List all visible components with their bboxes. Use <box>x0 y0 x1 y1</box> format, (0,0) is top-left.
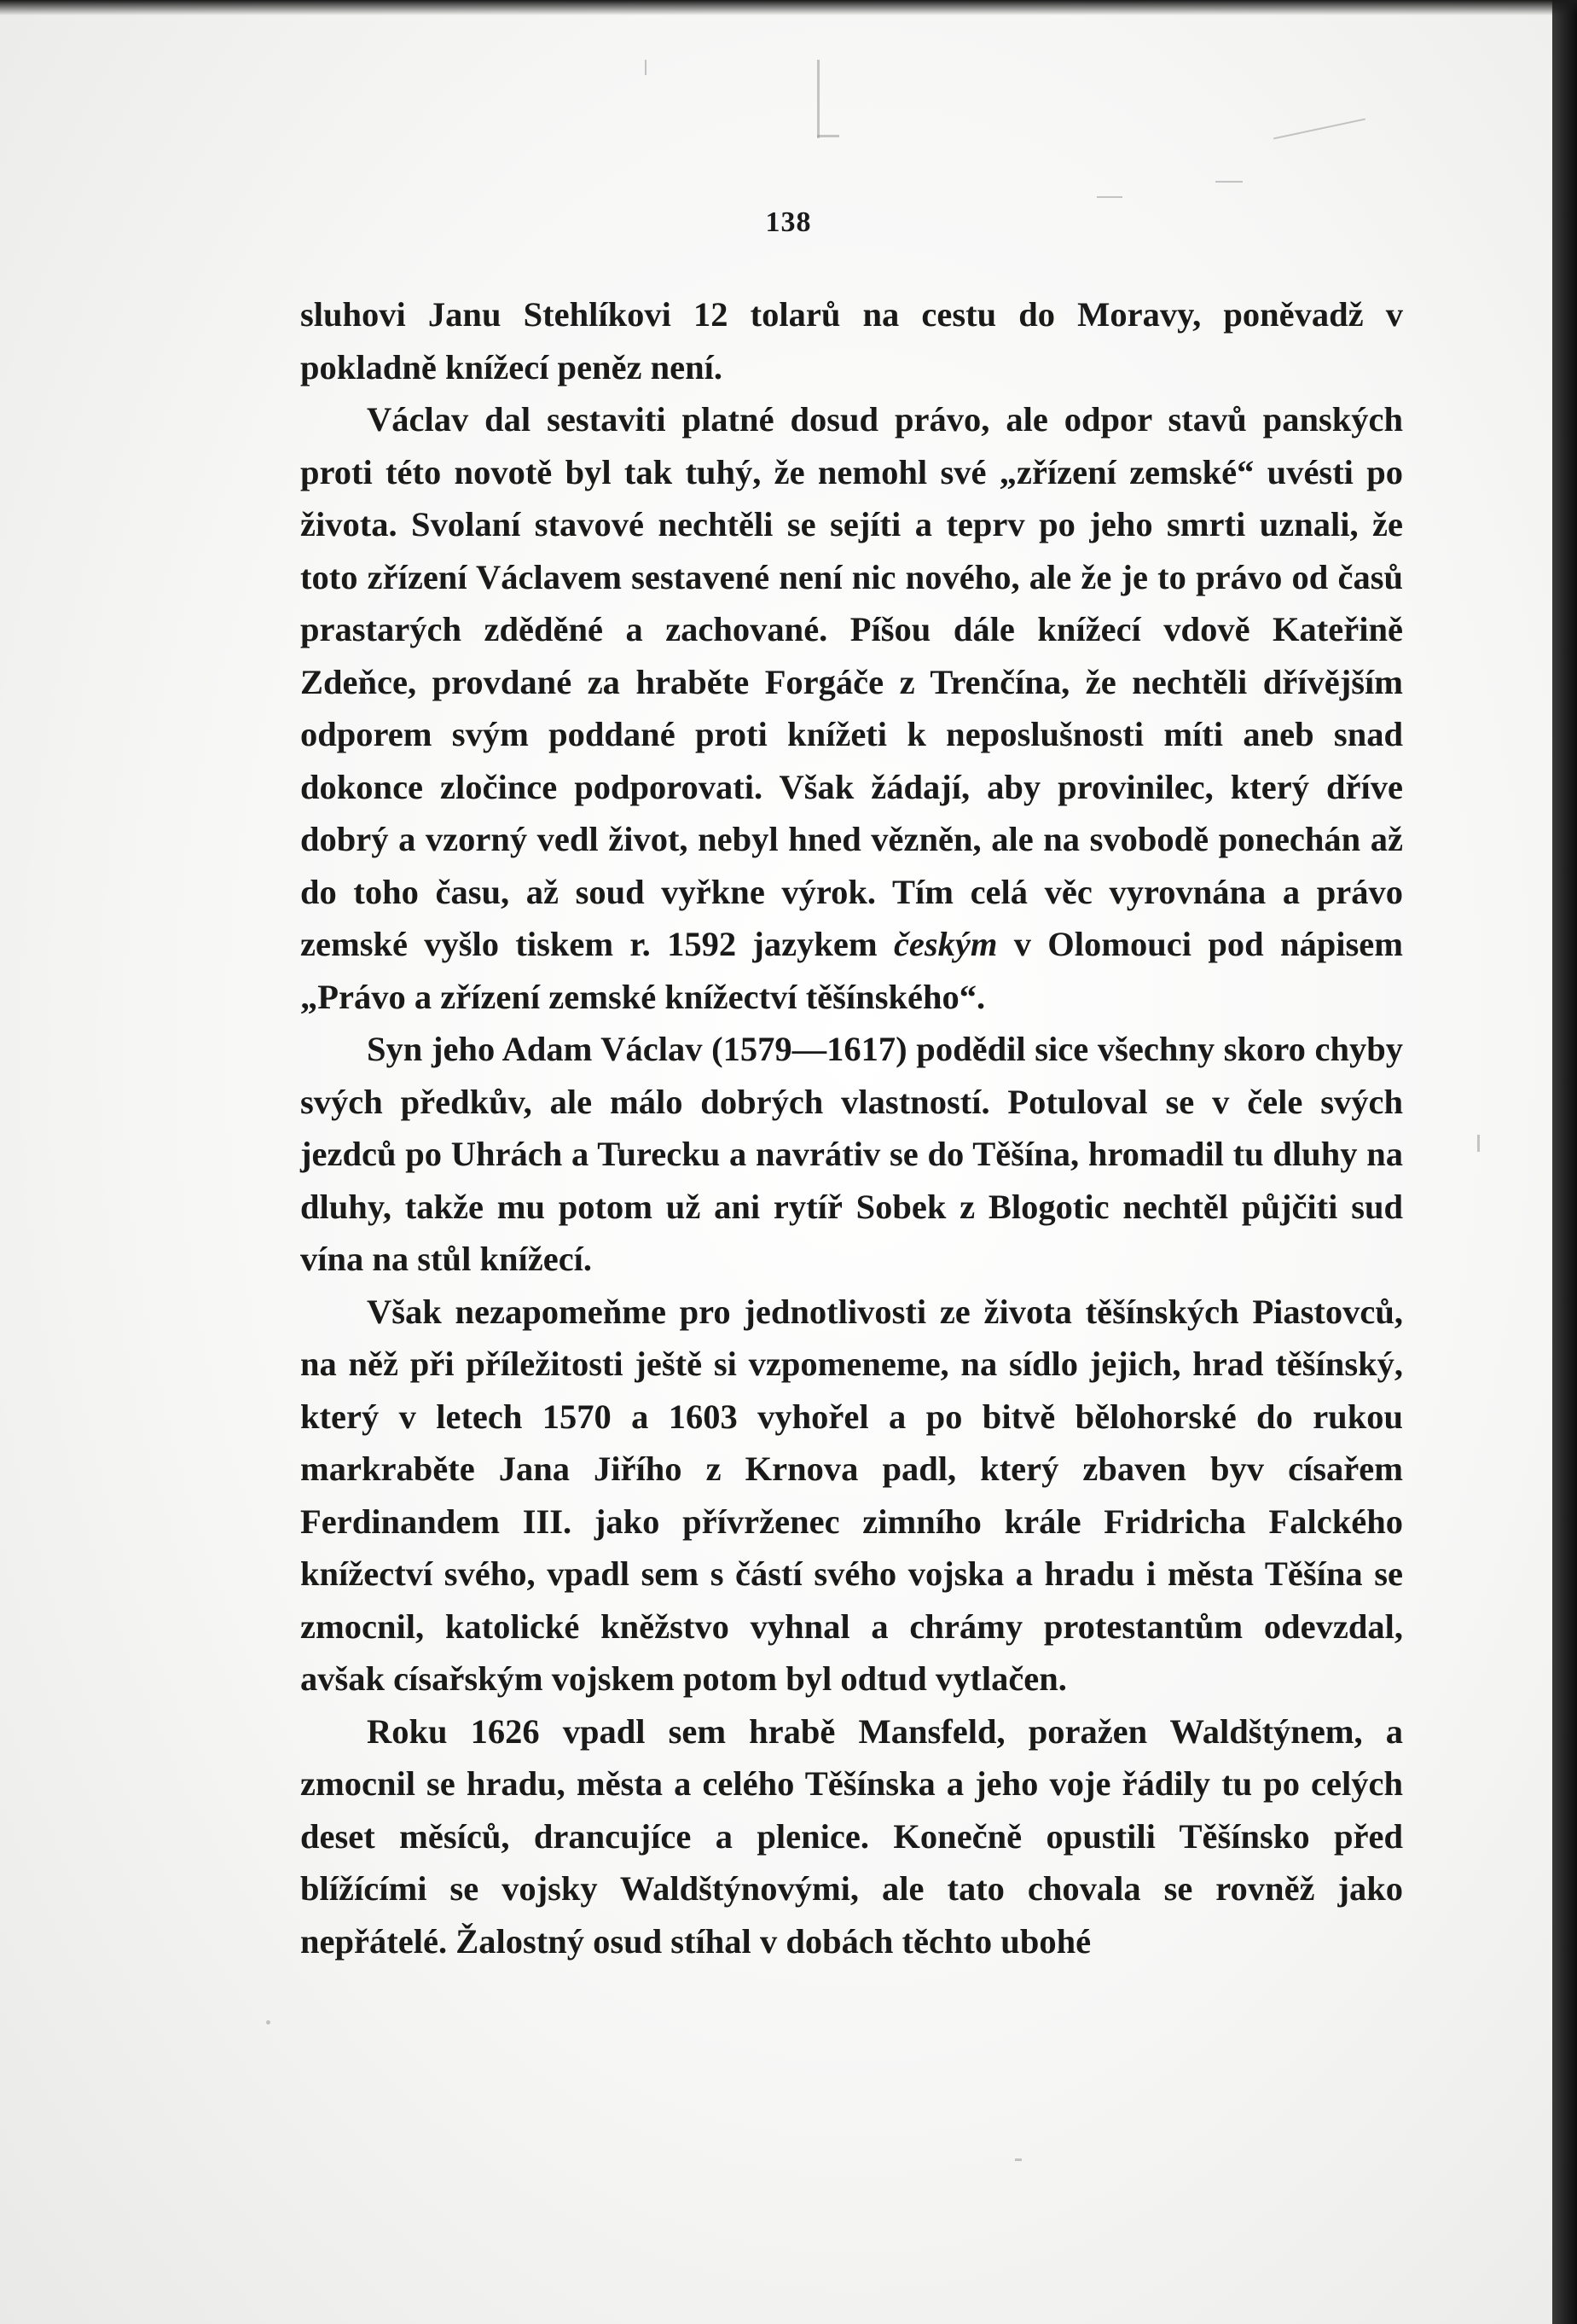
body-text <box>300 288 1403 1967</box>
scan-border-right <box>1552 0 1577 2324</box>
paragraph: sluhovi Janu Stehlíkovi 12 tolarů na cestu do Moravy, poněvadž v pokladně knížecí peněz není. <box>300 295 1403 386</box>
paragraph <box>300 393 1403 1023</box>
ink-speck <box>1273 119 1365 140</box>
paragraph: Však nezapomeňme pro jednotlivosti ze života těšínských Piastovců, na něž při příležitosti ještě si vzpomeneme, na sídlo jejich, hrad těšínský, který v letech 1570 a 1603 vyhořel a po bitvě bělohorské do rukou markraběte Jana Jiřího z Krnova padl, který zbaven byv císařem Ferdinandem III. jako přívrženec zimního krále Fridricha Falckého knížectví svého, vpadl sem s částí svého vojska a hradu i města Těšína se zmocnil, katolické kněžstvo vyhnal a chrámy protestantům odevzdal, avšak císařským vojskem potom byl odtud vytlačen. <box>300 1292 1403 1698</box>
ink-speck <box>817 135 839 137</box>
paragraph: Syn jeho Adam Václav (1579—1617) podědil sice všechny skoro chyby svých předkův, ale málo dobrých vlastností. Potuloval se v čele svých jezdců po Uhrách a Turecku a navrátiv se do Těšína, hromadil tu dluhy na dluhy, takže mu potom už ani rytíř Sobek z Blogotic nechtěl půjčiti sud vína na stůl knížecí. <box>300 1030 1403 1278</box>
scan-border-top <box>0 0 1577 15</box>
paragraph-text: v Olomouci pod nápisem „Právo a zřízení zemské knížectví těšínského“. <box>300 925 1403 1016</box>
page-number: 138 <box>765 206 812 238</box>
ink-speck <box>817 60 820 138</box>
italic-word: českým <box>893 925 998 963</box>
ink-speck <box>1215 181 1243 183</box>
ink-speck <box>1015 2158 1022 2161</box>
ink-speck <box>266 2020 270 2025</box>
paragraph-text: Václav dal sestaviti platné dosud právo, ale odpor stavů panských proti této novotě byl tak tuhý, že nemohl své „zřízení zemské“ uvésti po života. Svolaní stavové nechtěli se sejíti a teprv po jeho smrti uznali, že toto zřízení Václavem sestavené není nic nového, ale že je to právo od časů prastarých zděděné a zachované. Píšou dále knížecí vdově Kateřině Zdeňce, provdané za hraběte Forgáče z Trenčína, že nechtěli dřívějším odporem svým poddané proti knížeti k neposlušnosti míti aneb snad dokonce zločince podporovati. Však žádají, aby provinilec, který dříve dobrý a vzorný vedl život, nebyl hned vězněn, ale na svobodě ponechán až do toho času, až soud vyřkne výrok. Tím celá věc vyrovnána a právo zemské vyšlo tiskem r. 1592 jazykem <box>300 400 1403 963</box>
paragraph: Roku 1626 vpadl sem hrabě Mansfeld, poražen Waldštýnem, a zmocnil se hradu, města a celého Těšínska a jeho voje řádily tu po celých deset měsíců, drancujíce a plenice. Konečně opustili Těšínsko před blížícími se vojsky Waldštýnovými, ale tato chovala se rovněž jako nepřátelé. Žalostný osud stíhal v dobách těchto ubohé <box>300 1711 1403 1961</box>
ink-speck <box>1477 1135 1480 1152</box>
ink-speck <box>645 60 646 75</box>
ink-speck <box>1097 196 1122 198</box>
